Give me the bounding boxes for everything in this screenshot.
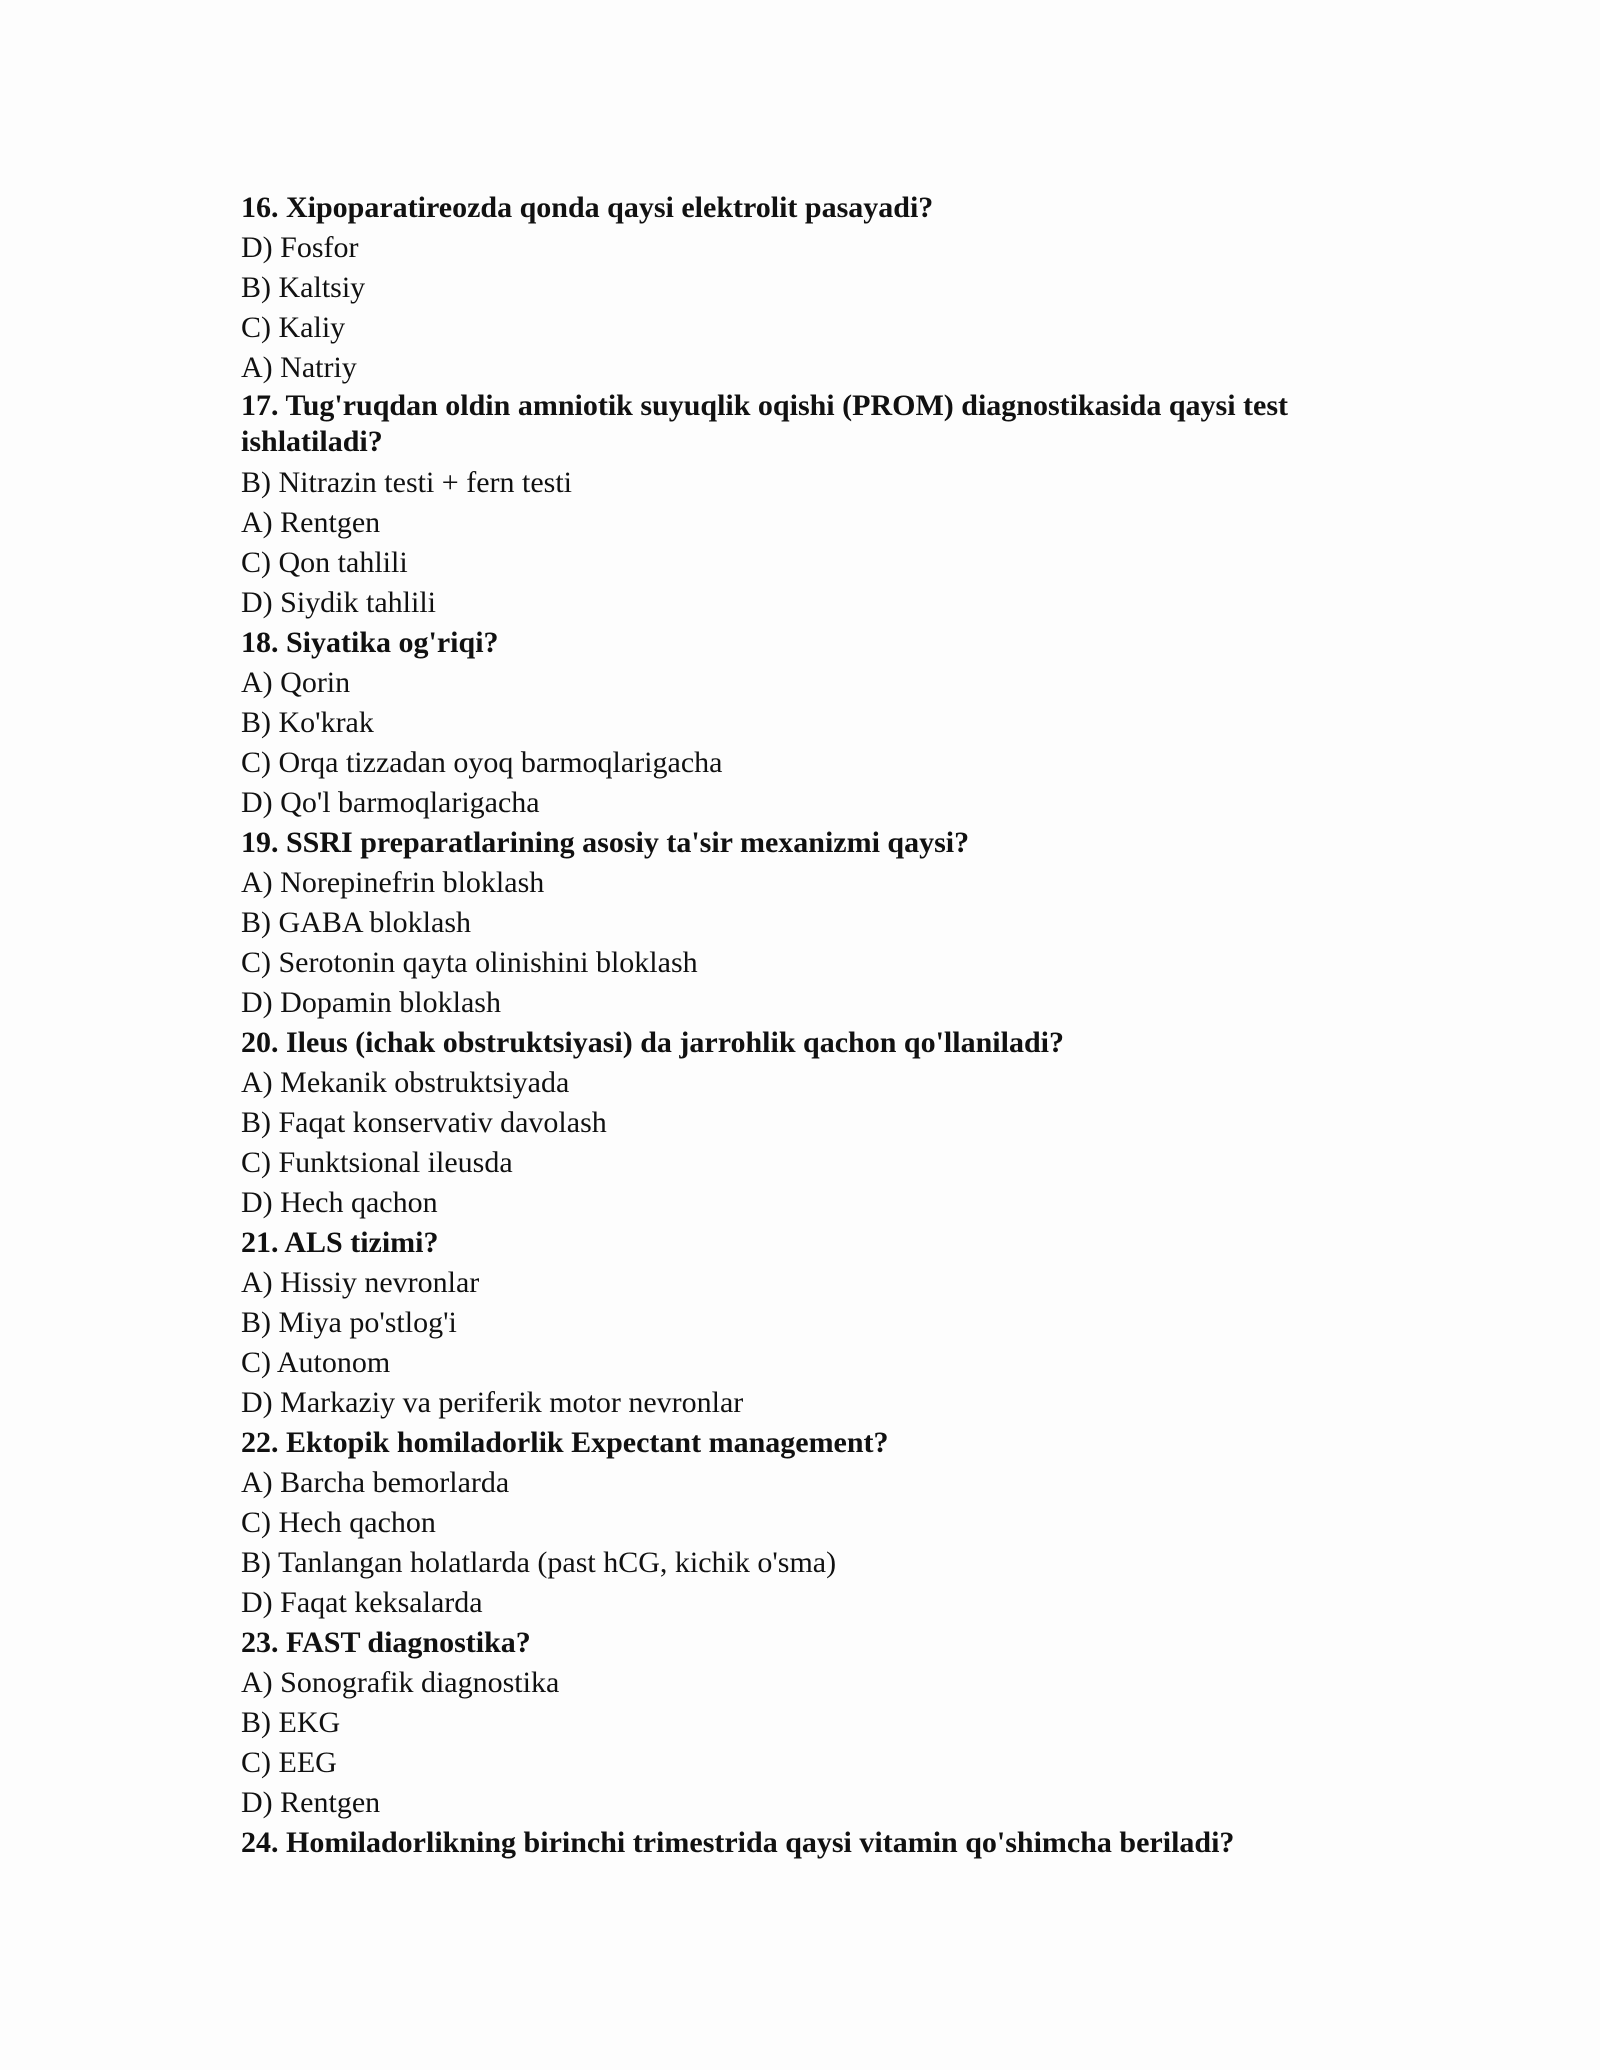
question-title: 22. Ektopik homiladorlik Expectant management? xyxy=(241,1426,889,1459)
answer-option: B) Miya po'stlog'i xyxy=(241,1306,457,1339)
answer-option: B) Tanlangan holatlarda (past hCG, kichik o'sma) xyxy=(241,1546,837,1579)
answer-option: A) Qorin xyxy=(241,666,351,699)
answer-option: A) Barcha bemorlarda xyxy=(241,1466,510,1499)
answer-option: B) GABA bloklash xyxy=(241,906,472,939)
answer-option: C) Kaliy xyxy=(241,311,346,344)
answer-option: B) Nitrazin testi + fern testi xyxy=(241,466,572,499)
question-title: 21. ALS tizimi? xyxy=(241,1226,439,1259)
question-list xyxy=(241,188,1371,1863)
question-title: 20. Ileus (ichak obstruktsiyasi) da jarrohlik qachon qo'llaniladi? xyxy=(241,1026,1064,1059)
answer-option: D) Fosfor xyxy=(241,231,359,264)
answer-option: D) Markaziy va periferik motor nevronlar xyxy=(241,1386,744,1419)
answer-option: A) Mekanik obstruktsiyada xyxy=(241,1066,570,1099)
answer-option: D) Qo'l barmoqlarigacha xyxy=(241,786,540,819)
answer-option: A) Natriy xyxy=(241,351,357,384)
answer-option: C) Funktsional ileusda xyxy=(241,1146,513,1179)
question-title: 24. Homiladorlikning birinchi trimestrida qaysi vitamin qo'shimcha beriladi? xyxy=(241,1826,1235,1859)
question-block xyxy=(241,623,1371,823)
question-block xyxy=(241,823,1371,1023)
answer-option: C) Orqa tizzadan oyoq barmoqlarigacha xyxy=(241,746,723,779)
answer-option: D) Faqat keksalarda xyxy=(241,1586,483,1619)
answer-option: C) Hech qachon xyxy=(241,1506,436,1539)
answer-option: A) Rentgen xyxy=(241,506,381,539)
answer-option: C) Serotonin qayta olinishini bloklash xyxy=(241,946,698,979)
answer-option: B) Faqat konservativ davolash xyxy=(241,1106,607,1139)
question-block xyxy=(241,1223,1371,1423)
answer-option: C) EEG xyxy=(241,1746,337,1779)
question-title: 23. FAST diagnostika? xyxy=(241,1626,531,1659)
question-title: 19. SSRI preparatlarining asosiy ta'sir mexanizmi qaysi? xyxy=(241,826,970,859)
question-block xyxy=(241,188,1371,388)
question-block xyxy=(241,1423,1371,1623)
question-block xyxy=(241,1823,1371,1863)
answer-option: A) Hissiy nevronlar xyxy=(241,1266,480,1299)
answer-option: D) Siydik tahlili xyxy=(241,586,436,619)
answer-option: A) Sonografik diagnostika xyxy=(241,1666,560,1699)
question-title: 18. Siyatika og'riqi? xyxy=(241,626,499,659)
question-block xyxy=(241,1623,1371,1823)
question-block xyxy=(241,1023,1371,1223)
answer-option: A) Norepinefrin bloklash xyxy=(241,866,545,899)
answer-option: C) Autonom xyxy=(241,1346,391,1379)
answer-option: B) EKG xyxy=(241,1706,341,1739)
answer-option: D) Rentgen xyxy=(241,1786,381,1819)
answer-option: C) Qon tahlili xyxy=(241,546,408,579)
question-title: 17. Tug'ruqdan oldin amniotik suyuqlik oqishi (PROM) diagnostikasida qaysi test ishlatiladi? xyxy=(241,389,1289,458)
answer-option: B) Ko'krak xyxy=(241,706,374,739)
answer-option: B) Kaltsiy xyxy=(241,271,366,304)
answer-option: D) Dopamin bloklash xyxy=(241,986,501,1019)
question-title: 16. Xipoparatireozda qonda qaysi elektrolit pasayadi? xyxy=(241,191,934,224)
question-block xyxy=(241,388,1371,623)
answer-option: D) Hech qachon xyxy=(241,1186,438,1219)
